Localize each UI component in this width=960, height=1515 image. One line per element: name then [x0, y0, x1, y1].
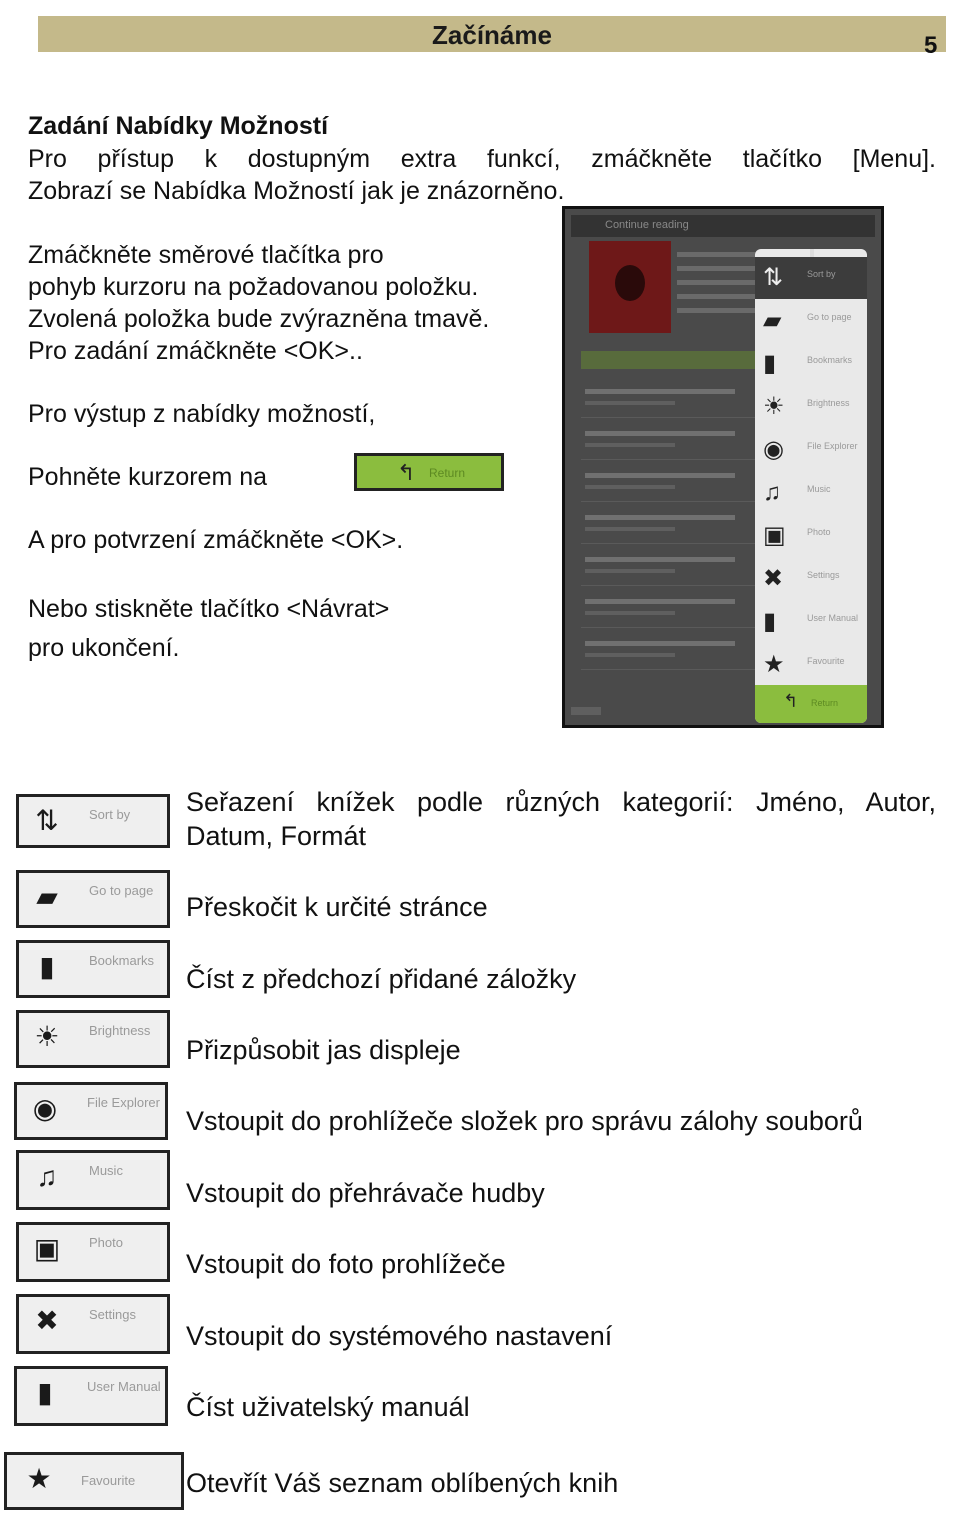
device-screenshot [562, 206, 884, 728]
book-info [677, 243, 757, 327]
legend-description: Vstoupit do systémového nastavení [186, 1321, 613, 1351]
instruction-2: Pro výstup z nabídky možností, [28, 400, 376, 428]
menu-item-label: Favourite [807, 656, 845, 666]
menu-item-label: File Explorer [807, 441, 858, 451]
legend-button-bookmarks [16, 940, 170, 998]
instruction-1-line-4: Pro zadání zmáčkněte <OK>.. [28, 337, 363, 365]
menu-item-bookmarks[interactable] [755, 343, 867, 385]
user-manual-icon: ▮ [37, 1377, 53, 1408]
section-heading: Zadání Nabídky Možností [28, 112, 329, 140]
return-arrow-icon: ↰ [397, 460, 416, 485]
device-topbar [571, 215, 875, 237]
page-number: 5 [924, 32, 938, 59]
menu-return-button[interactable] [755, 685, 867, 723]
menu-item-brightness[interactable] [755, 386, 867, 428]
settings-icon: ✖ [763, 565, 784, 592]
legend-description: Vstoupit do přehrávače hudby [186, 1178, 545, 1208]
instruction-4: A pro potvrzení zmáčkněte <OK>. [28, 526, 404, 554]
legend-button-settings [16, 1294, 170, 1354]
book-list-row [581, 423, 761, 460]
book-list-row [581, 549, 761, 586]
file-explorer-icon: ◉ [763, 436, 784, 463]
brightness-icon: ☀ [34, 1021, 60, 1052]
menu-item-label: User Manual [807, 613, 859, 623]
menu-item-user-manual[interactable] [755, 601, 867, 643]
menu-return-label: Return [811, 698, 839, 708]
library-bar [581, 351, 761, 369]
instruction-3: Pohněte kurzorem na [28, 463, 268, 491]
instruction-1-line-3: Zvolená položka bude zvýrazněna tmavě. [28, 305, 490, 333]
menu-item-label: Photo [807, 527, 831, 537]
menu-item-music[interactable] [755, 472, 867, 514]
legend-button-brightness [16, 1010, 170, 1068]
legend-button-label: Bookmarks [89, 953, 155, 968]
sort-icon: ⇅ [35, 805, 59, 836]
legend-description: Seřazení knížek podle různých kategorií: Jméno, Autor, Datum, Formát [186, 787, 936, 851]
legend-description: Otevřít Váš seznam oblíbených knih [186, 1468, 619, 1498]
instruction-5-line-1: Nebo stiskněte tlačítko <Návrat> [28, 595, 390, 623]
legend-button-label: User Manual [87, 1379, 161, 1394]
file-explorer-icon: ◉ [32, 1093, 58, 1124]
music-icon: ♫ [36, 1161, 58, 1192]
legend-button-sort-by [16, 794, 170, 848]
legend-button-photo [16, 1222, 170, 1282]
legend-button-label: Music [89, 1163, 123, 1178]
device-footer [571, 703, 751, 721]
legend-button-label: Brightness [89, 1023, 151, 1038]
legend-button-label: Sort by [89, 807, 131, 822]
options-menu [755, 249, 867, 723]
photo-icon: ▣ [763, 522, 786, 549]
legend-description: Přizpůsobit jas displeje [186, 1035, 461, 1065]
legend-button-favourite [4, 1452, 184, 1510]
intro-line-1: Pro přístup k dostupným extra funkcí, zmáčkněte tlačítko [Menu]. [28, 145, 936, 173]
favourite-icon: ★ [26, 1463, 52, 1494]
instruction-1-line-2: pohyb kurzoru na požadovanou položku. [28, 273, 479, 301]
book-list-row [581, 507, 761, 544]
legend-button-music [16, 1150, 170, 1210]
device-topbar-title: Continue reading [605, 219, 689, 231]
book-list-row [581, 465, 761, 502]
menu-item-file-explorer[interactable] [755, 429, 867, 471]
brightness-icon: ☀ [763, 393, 785, 420]
book-list-row [581, 633, 761, 670]
legend-button-label: Photo [89, 1235, 123, 1250]
return-arrow-icon: ↰ [783, 691, 799, 711]
legend-button-user-manual [14, 1366, 168, 1426]
legend-description: Číst z předchozí přidané záložky [186, 964, 577, 994]
menu-item-label: Bookmarks [807, 355, 853, 365]
menu-item-go-to-page[interactable] [755, 300, 867, 342]
bookmarks-icon: ▮ [39, 951, 55, 982]
legend-button-label: File Explorer [87, 1095, 160, 1110]
settings-icon: ✖ [35, 1305, 59, 1336]
sort-icon: ⇅ [763, 264, 784, 291]
page-title: Začínáme [432, 20, 552, 50]
menu-item-label: Go to page [807, 312, 852, 322]
menu-item-label: Music [807, 484, 831, 494]
photo-icon: ▣ [33, 1233, 61, 1264]
legend-description: Číst uživatelský manuál [186, 1392, 470, 1422]
legend-button-go-to-page [16, 870, 170, 928]
menu-item-label: Settings [807, 570, 840, 580]
book-list-row [581, 381, 761, 418]
instruction-5-line-2: pro ukončení. [28, 634, 180, 662]
instruction-1-line-1: Zmáčkněte směrové tlačítka pro [28, 241, 384, 269]
legend-button-label: Favourite [81, 1473, 136, 1488]
legend-button-label: Settings [89, 1307, 136, 1322]
return-button-label: Return [429, 466, 466, 480]
legend-button-file-explorer [14, 1082, 168, 1140]
menu-item-sort-by[interactable] [755, 257, 867, 299]
bookmarks-icon: ▮ [763, 350, 777, 377]
goto-page-icon: ▰ [36, 881, 58, 912]
user-manual-icon: ▮ [763, 608, 777, 635]
favourite-icon: ★ [763, 651, 785, 678]
legend-description: Vstoupit do prohlížeče složek pro správu zálohy souborů [186, 1106, 863, 1136]
menu-item-settings[interactable] [755, 558, 867, 600]
menu-item-label: Brightness [807, 398, 850, 408]
legend-description: Přeskočit k určité stránce [186, 892, 488, 922]
legend-description: Vstoupit do foto prohlížeče [186, 1249, 506, 1279]
music-icon: ♫ [763, 479, 781, 506]
menu-item-label: Sort by [807, 269, 836, 279]
return-button-example [354, 453, 504, 491]
legend-button-label: Go to page [89, 883, 154, 898]
header-bar [38, 16, 946, 52]
intro-line-2: Zobrazí se Nabídka Možností jak je znázorněno. [28, 177, 565, 205]
goto-page-icon: ▰ [763, 307, 782, 334]
book-list-row [581, 591, 761, 628]
book-cover [589, 241, 671, 333]
menu-item-photo[interactable] [755, 515, 867, 557]
menu-item-favourite[interactable] [755, 644, 867, 686]
